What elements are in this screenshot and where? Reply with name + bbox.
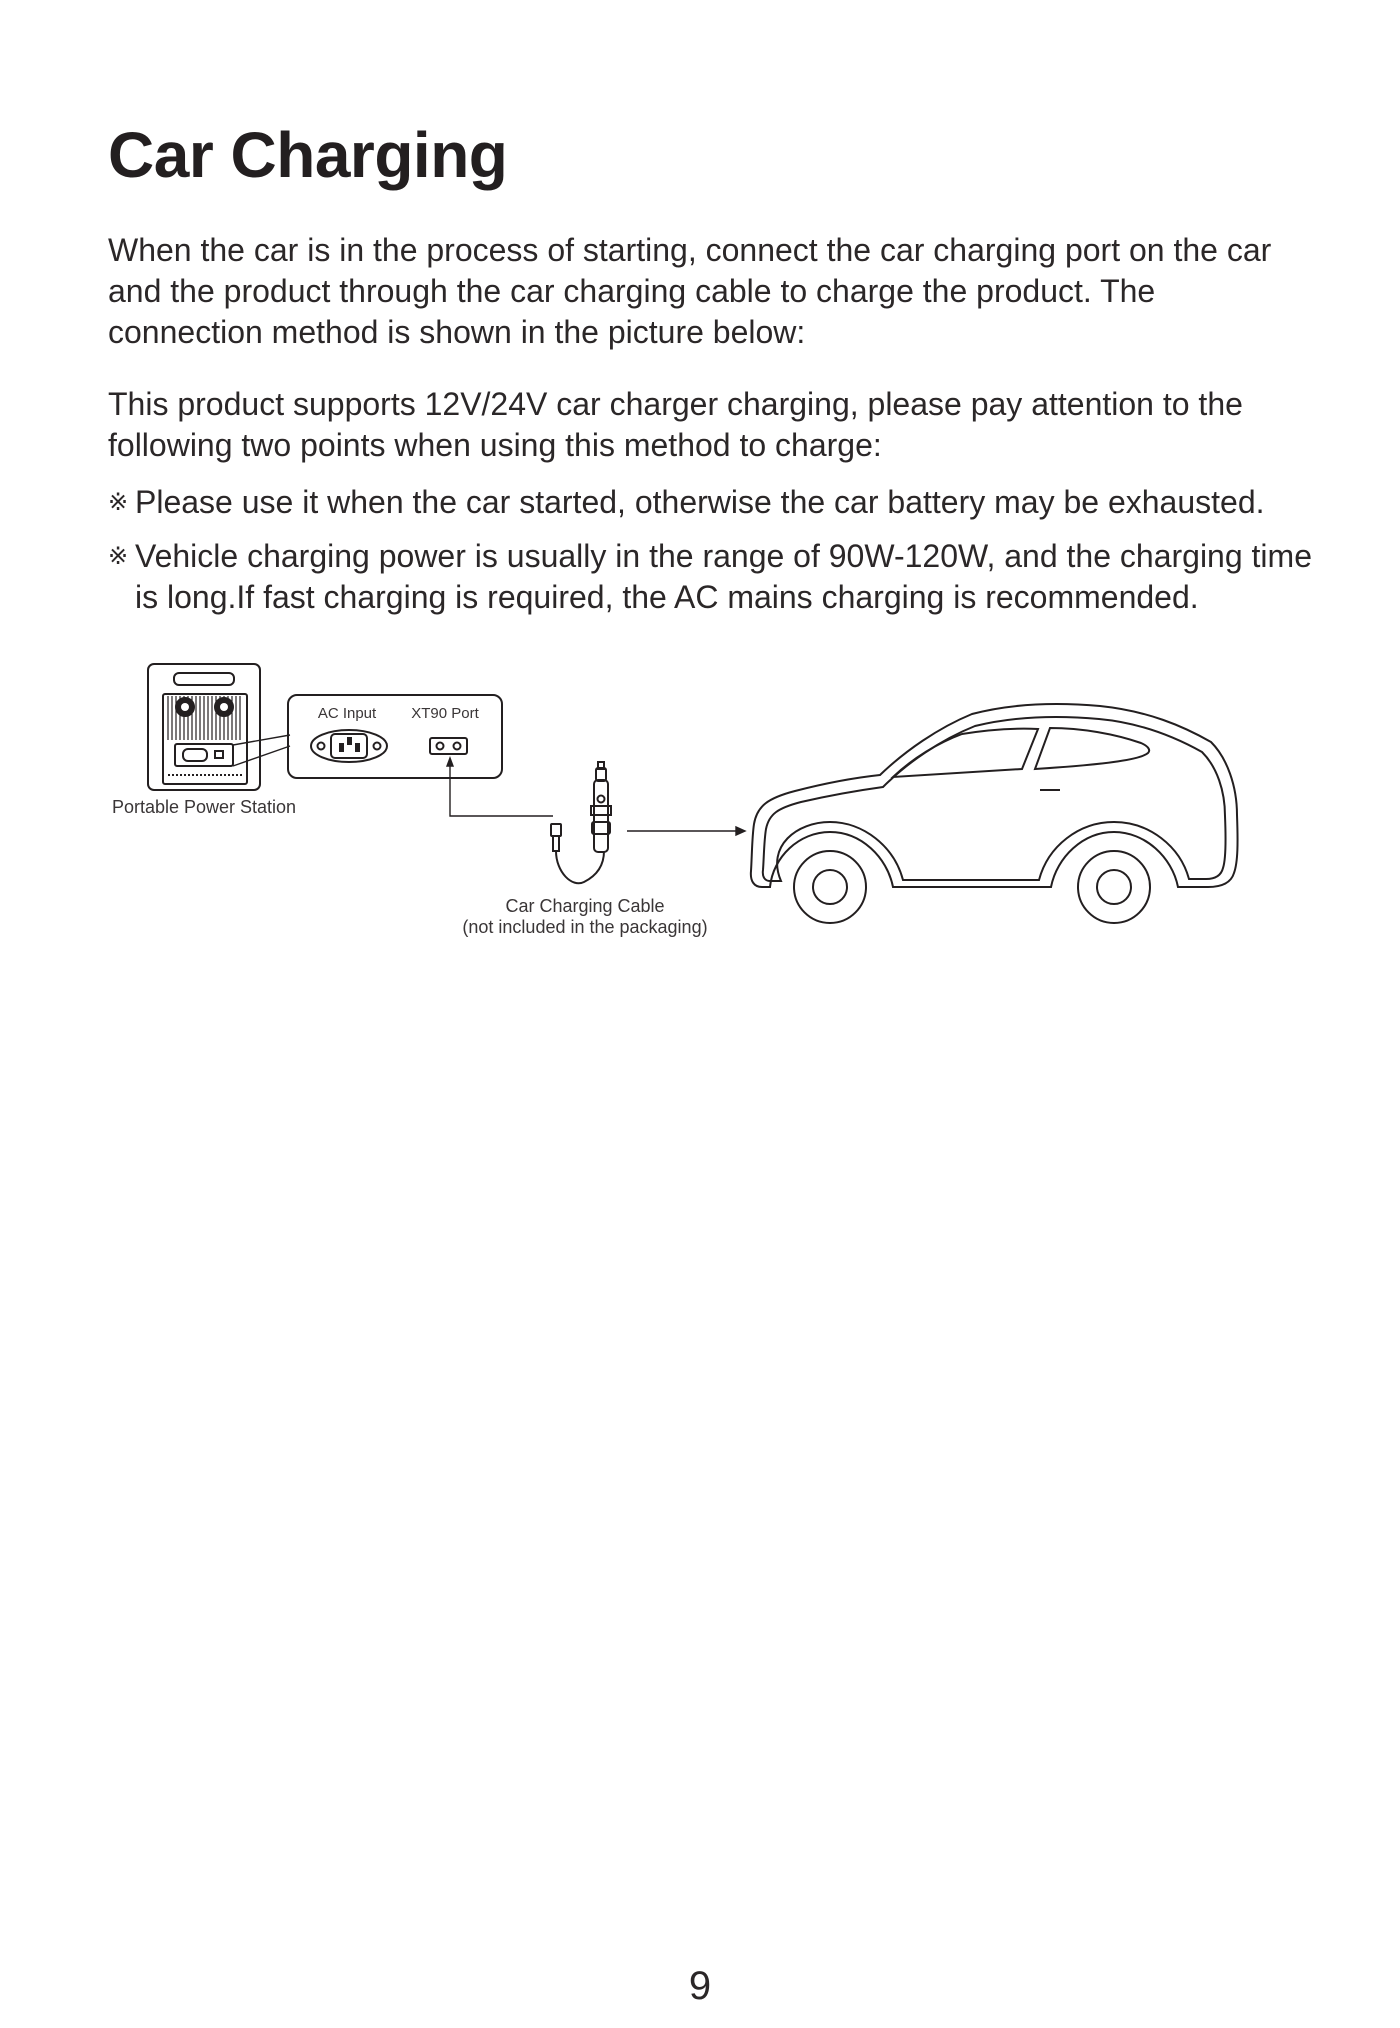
cable-note-label: (not included in the packaging) xyxy=(462,917,708,937)
page-title: Car Charging xyxy=(108,119,508,191)
reference-mark-icon: ※ xyxy=(108,489,129,516)
xt90-port-icon xyxy=(430,738,467,754)
ac-input-label: AC Input xyxy=(317,705,377,722)
note-item-power xyxy=(108,536,1318,618)
cable-label: Car Charging Cable xyxy=(505,896,665,916)
intro-paragraph: When the car is in the process of starting, connect the car charging port on the car and the product through the car charging cable to charge the product. The connection method is shown in the picture below: xyxy=(108,232,1272,350)
car-charging-cable-icon xyxy=(551,762,611,883)
note-text: Please use it when the car started, otherwise the car battery may be exhausted. xyxy=(135,484,1265,520)
xt90-port-label: XT90 Port xyxy=(411,705,479,722)
cable-route-line xyxy=(447,758,553,816)
car-icon xyxy=(751,704,1238,923)
support-paragraph: This product supports 12V/24V car charger charging, please pay attention to the following two points when using this method to charge: xyxy=(108,386,1243,463)
note-item-battery xyxy=(108,482,1318,523)
direction-arrow xyxy=(627,827,745,835)
connection-diagram xyxy=(0,640,1400,970)
page-number: 9 xyxy=(688,1964,712,2008)
reference-mark-icon: ※ xyxy=(108,543,129,570)
ac-input-socket-icon xyxy=(311,730,387,762)
callout-lines xyxy=(233,735,290,766)
power-station-icon xyxy=(148,664,260,790)
power-station-label: Portable Power Station xyxy=(111,797,297,817)
note-text: Vehicle charging power is usually in the range of 90W-120W, and the charging time is long.If fast charging is required, the AC mains charging is recommended. xyxy=(135,538,1312,615)
